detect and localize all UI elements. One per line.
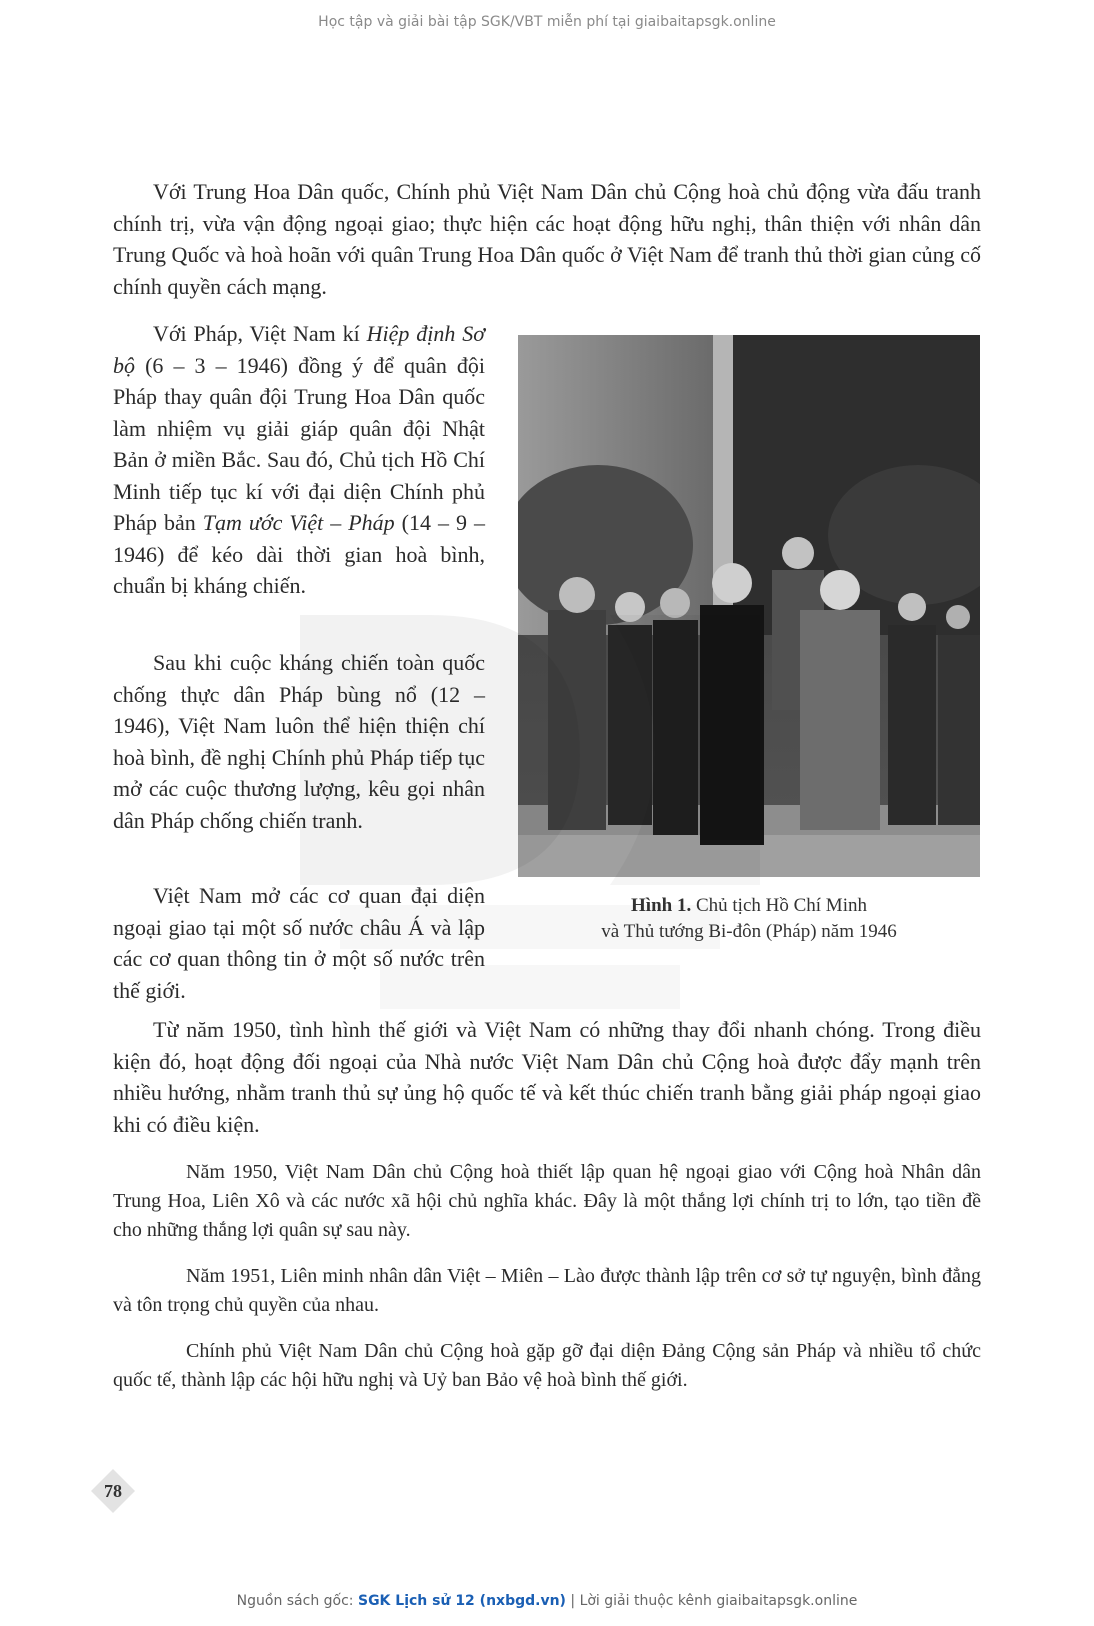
figure-label: Hình 1. xyxy=(631,895,692,916)
paragraph-6: Năm 1950, Việt Nam Dân chủ Cộng hoà thiết lập quan hệ ngoại giao với Cộng hoà Nhân dân Trung Hoa, Liên Xô và các nước xã hội chủ nghĩa khác. Đây là một thắng lợi chính trị to lớn, tạo tiền đề cho những thắng lợi quân sự sau này. xyxy=(113,1161,981,1241)
paragraph-2-text-e: (14 – 9 – 1946) để kéo dài thời gian hoà bình, chuẩn bị kháng chiến. xyxy=(113,510,485,598)
paragraph-2-text-a: Với Pháp, Việt Nam kí xyxy=(153,321,367,346)
treaty-name-preliminary: Hiệp định Sơ bộ xyxy=(113,321,485,378)
footer-prefix: Nguồn sách gốc: xyxy=(236,1593,358,1609)
treaty-name-modus-vivendi: Tạm ước Việt – Pháp xyxy=(202,510,395,535)
figure-caption xyxy=(518,893,980,945)
historical-photo-graphic xyxy=(518,335,980,877)
figure-caption-line-2: và Thủ tướng Bi-đôn (Pháp) năm 1946 xyxy=(601,921,897,942)
paragraph-3: Sau khi cuộc kháng chiến toàn quốc chống thực dân Pháp bùng nổ (12 – 1946), Việt Nam luôn thể hiện thiện chí hoà bình, đề nghị Chính phủ Pháp tiếp tục mở các cuộc thương lượng, kêu gọi nhân dân Pháp chống chiến tranh. xyxy=(113,650,485,833)
paragraph-8: Chính phủ Việt Nam Dân chủ Cộng hoà gặp gỡ đại diện Đảng Cộng sản Pháp và nhiều tổ chức quốc tế, thành lập các hội hữu nghị và Uỷ ban Bảo vệ hoà bình thế giới. xyxy=(113,1340,981,1391)
footer-note xyxy=(0,1593,1094,1609)
historical-photo xyxy=(518,335,980,877)
header-note: Học tập và giải bài tập SGK/VBT miễn phí tại giaibaitapsgk.online xyxy=(318,14,776,30)
footer-source-link[interactable]: SGK Lịch sử 12 (nxbgd.vn) xyxy=(357,1593,566,1609)
paragraph-5: Từ năm 1950, tình hình thế giới và Việt Nam có những thay đổi nhanh chóng. Trong điều kiện đó, hoạt động đối ngoại của Nhà nước Việt Nam Dân chủ Cộng hoà được đẩy mạnh trên nhiều hướng, nhằm tranh thủ sự ủng hộ quốc tế và kết thúc chiến tranh bằng giải pháp ngoại giao khi có điều kiện. xyxy=(113,1017,981,1137)
paragraph-2 xyxy=(113,318,485,602)
paragraph-4: Việt Nam mở các cơ quan đại diện ngoại giao tại một số nước châu Á và lập các cơ quan thông tin ở một số nước trên thế giới. xyxy=(113,883,485,1003)
paragraph-2-text-c: (6 – 3 – 1946) đồng ý để quân đội Pháp thay quân đội Trung Hoa Dân quốc làm nhiệm vụ giải giáp quân đội Nhật Bản ở miền Bắc. Sau đó, Chủ tịch Hồ Chí Minh tiếp tục kí với đại diện Chính phủ Pháp bản xyxy=(113,352,485,535)
paragraph-1: Với Trung Hoa Dân quốc, Chính phủ Việt Nam Dân chủ Cộng hoà chủ động vừa đấu tranh chính trị, vừa vận động ngoại giao; thực hiện các hoạt động hữu nghị, thân thiện với nhân dân Trung Quốc và hoà hoãn với quân Trung Hoa Dân quốc ở Việt Nam để tranh thủ thời gian củng cố chính quyền cách mạng. xyxy=(113,179,981,299)
page-number: 78 xyxy=(104,1481,122,1501)
figure-caption-line-1: Chủ tịch Hồ Chí Minh xyxy=(695,895,867,916)
footer-suffix: | Lời giải thuộc kênh giaibaitapsgk.online xyxy=(565,1593,858,1609)
paragraph-7: Năm 1951, Liên minh nhân dân Việt – Miên – Lào được thành lập trên cơ sở tự nguyện, bình đẳng và tôn trọng chủ quyền của nhau. xyxy=(113,1265,981,1316)
